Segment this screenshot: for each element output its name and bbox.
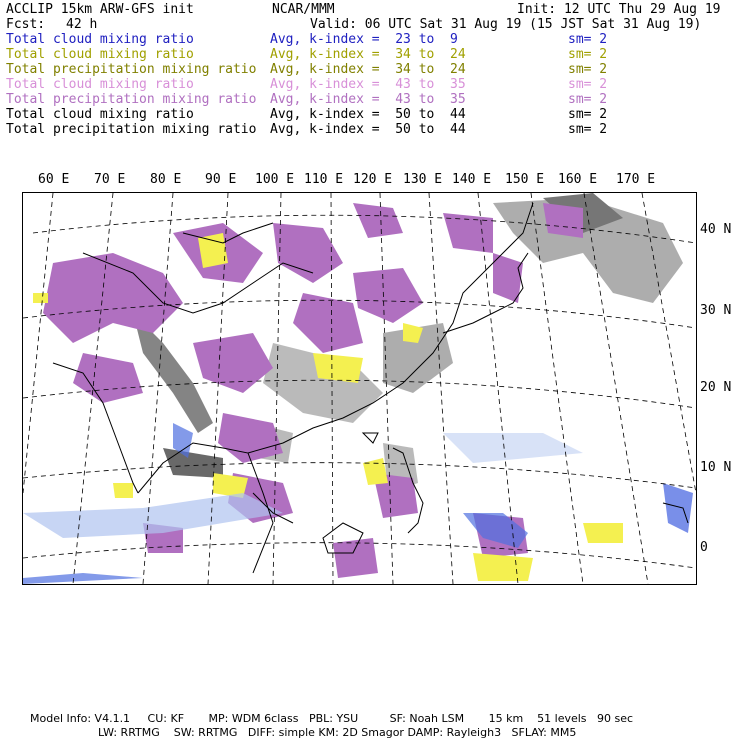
field-name: Total cloud mixing ratio (6, 47, 194, 62)
init-time: Init: 12 UTC Thu 29 Aug 19 (517, 2, 721, 17)
lon-label: 70 E (94, 172, 126, 187)
field-avg: Avg, k-index = 50 to 44 (270, 122, 466, 137)
model-title: ACCLIP 15km ARW-GFS init (6, 2, 194, 17)
field-name: Total precipitation mixing ratio (6, 92, 257, 107)
map-panel (22, 192, 697, 585)
model-info-line2: LW: RRTMG SW: RRTMG DIFF: simple KM: 2D Smagor DAMP: Rayleigh3 SFLAY: MM5 (98, 726, 577, 739)
field-avg: Avg, k-index = 50 to 44 (270, 107, 466, 122)
field-name: Total cloud mixing ratio (6, 107, 194, 122)
field-sm: sm= 2 (568, 107, 608, 122)
lon-label: 90 E (205, 172, 237, 187)
lat-label: 20 N (700, 380, 732, 395)
lon-label: 120 E (353, 172, 393, 187)
field-avg: Avg, k-index = 43 to 35 (270, 77, 466, 92)
field-avg: Avg, k-index = 34 to 24 (270, 62, 466, 77)
lon-label: 140 E (452, 172, 492, 187)
model-info-line1: Model Info: V4.1.1 CU: KF MP: WDM 6class PBL: YSU SF: Noah LSM 15 km 51 levels 90 sec (30, 712, 634, 725)
forecast-hours: 42 h (66, 17, 98, 32)
field-row (6, 122, 736, 137)
lat-label: 40 N (700, 222, 732, 237)
field-sm: sm= 2 (568, 122, 608, 137)
field-name: Total precipitation mixing ratio (6, 62, 257, 77)
lat-label: 10 N (700, 460, 732, 475)
field-row (6, 107, 736, 122)
field-name: Total cloud mixing ratio (6, 77, 194, 92)
valid-time: Valid: 06 UTC Sat 31 Aug 19 (15 JST Sat 31 Aug 19) (310, 17, 702, 32)
lon-label: 110 E (304, 172, 344, 187)
field-sm: sm= 2 (568, 32, 608, 47)
lon-label: 170 E (616, 172, 656, 187)
lon-label: 60 E (38, 172, 70, 187)
organization-label: NCAR/MMM (272, 2, 335, 17)
field-row (6, 32, 736, 47)
forecast-map (23, 193, 696, 584)
forecast-label: Fcst: (6, 17, 46, 32)
field-sm: sm= 2 (568, 77, 608, 92)
field-name: Total cloud mixing ratio (6, 32, 194, 47)
field-avg: Avg, k-index = 23 to 9 (270, 32, 458, 47)
field-avg: Avg, k-index = 34 to 24 (270, 47, 466, 62)
lon-label: 130 E (403, 172, 443, 187)
field-row (6, 92, 736, 107)
lon-label: 80 E (150, 172, 182, 187)
field-row (6, 77, 736, 92)
field-sm: sm= 2 (568, 62, 608, 77)
field-row (6, 62, 736, 77)
field-avg: Avg, k-index = 43 to 35 (270, 92, 466, 107)
field-sm: sm= 2 (568, 92, 608, 107)
lon-label: 100 E (255, 172, 295, 187)
field-row (6, 47, 736, 62)
field-name: Total precipitation mixing ratio (6, 122, 257, 137)
lat-label: 0 (700, 540, 708, 555)
field-sm: sm= 2 (568, 47, 608, 62)
lon-label: 150 E (505, 172, 545, 187)
lon-label: 160 E (558, 172, 598, 187)
lat-label: 30 N (700, 303, 732, 318)
